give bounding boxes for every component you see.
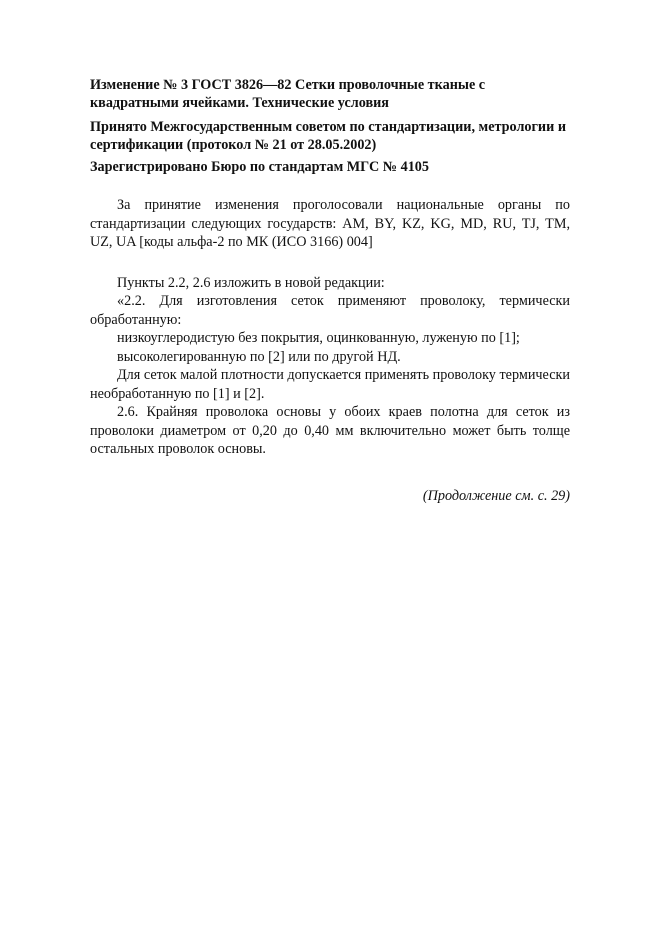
amendment-title: Изменение № 3 ГОСТ 3826—82 Сетки проволочные тканые с квадратными ячейками. Технические условия bbox=[90, 77, 486, 111]
continuation-note: (Продолжение см. с. 29) bbox=[422, 487, 570, 504]
clause-2-2-item-1: низкоуглеродистую без покрытия, оцинкованную, луженую по [1]; bbox=[117, 330, 520, 346]
registration-note: Зарегистрировано Бюро по стандартам МГС № 4105 bbox=[90, 159, 429, 175]
adoption-note: Принято Межгосударственным советом по стандартизации, метрологии и сертификации (протокол № 21 от 28.05.2002) bbox=[90, 119, 567, 153]
clause-2-6: 2.6. Крайняя проволока основы у обоих краев полотна для сеток из проволоки диаметром от 0,20 до 0,40 мм включительно может быть толще остальных проволок основы. bbox=[90, 404, 570, 457]
amendment-intro: Пункты 2.2, 2.6 изложить в новой редакции: bbox=[117, 274, 385, 291]
clause-2-2-item-2: высоколегированную по [2] или по другой НД. bbox=[117, 348, 401, 365]
voting-paragraph: За принятие изменения проголосовали национальные органы по стандартизации следующих государств: AM, BY, KZ, KG, MD, RU, TJ, TM, UZ, UA [коды альфа-2 по МК (ИСО 3166) 004] bbox=[90, 197, 570, 250]
amendment-body bbox=[90, 274, 570, 459]
clause-2-2: «2.2. Для изготовления сеток применяют проволоку, термически обработанную: bbox=[90, 293, 570, 328]
document-page bbox=[90, 76, 570, 519]
clause-2-2-note: Для сеток малой плотности допускается применять проволоку термически необработанную по [1] и [2]. bbox=[90, 367, 570, 402]
